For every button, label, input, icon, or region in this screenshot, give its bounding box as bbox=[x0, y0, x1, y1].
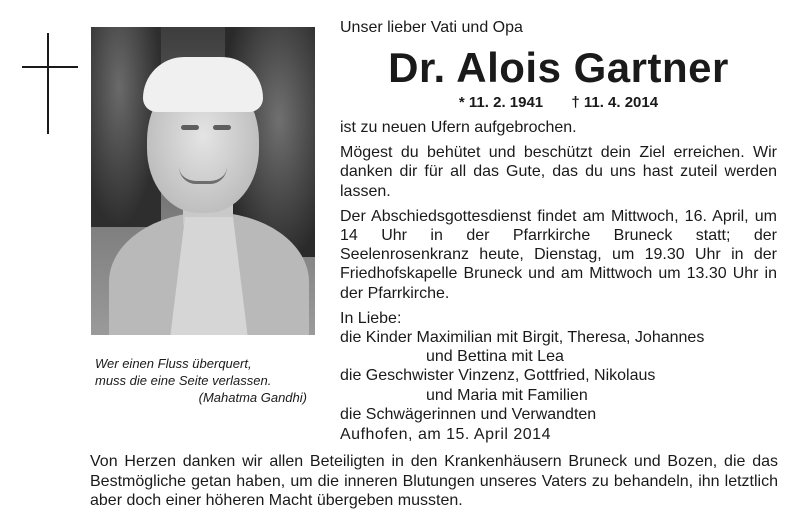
cross-icon-horizontal bbox=[22, 66, 78, 68]
portrait-photo bbox=[91, 27, 315, 335]
announcement-paragraph: ist zu neuen Ufern aufgebrochen. bbox=[340, 119, 577, 136]
service-details: Der Abschiedsgottesdienst findet am Mittwoch, 16. April, um 14 Uhr in der Pfarrkirche Bruneck statt; der Seelenrosenkranz heute, Dienstag, um 19.30 Uhr in der Friedhofskapelle Bruneck und am Mittwoch um 13.30 Uhr in der Pfarrkirche. bbox=[340, 207, 777, 302]
family-heading: In Liebe: bbox=[340, 309, 402, 327]
quote-block bbox=[95, 355, 315, 406]
quote-line: muss die eine Seite verlassen. bbox=[95, 373, 272, 388]
thanks-paragraph: Von Herzen danken wir allen Beteiligten in den Krankenhäusern Bruneck und Bozen, die das Bestmögliche getan haben, um die inneren Blutungen unseres Vaters zu behandeln, ihn letztlich aber doch einer höheren Macht übergeben mussten. bbox=[90, 453, 778, 509]
family-list bbox=[340, 309, 777, 424]
life-dates bbox=[340, 94, 777, 111]
quote-author: (Mahatma Gandhi) bbox=[198, 390, 307, 405]
family-line: die Kinder Maximilian mit Birgit, Theresa, Johannes bbox=[340, 329, 705, 347]
announcement-paragraph: Mögest du behütet und beschützt dein Ziel erreichen. Wir danken dir für all das Gute, das du uns hast zuteil werden lassen. bbox=[340, 144, 777, 200]
quote-line: Wer einen Fluss überquert, bbox=[95, 356, 252, 371]
intro-text: Unser lieber Vati und Opa bbox=[340, 19, 523, 36]
death-date: † 11. 4. 2014 bbox=[571, 94, 659, 111]
family-line: die Schwägerinnen und Verwandten bbox=[340, 405, 597, 423]
family-line: und Bettina mit Lea bbox=[426, 348, 564, 366]
place-date: Aufhofen, am 15. April 2014 bbox=[340, 426, 551, 443]
birth-date: * 11. 2. 1941 bbox=[458, 94, 544, 111]
announcement-body bbox=[340, 118, 777, 424]
family-line: und Maria mit Familien bbox=[426, 386, 588, 404]
cross-icon-vertical bbox=[47, 33, 49, 134]
deceased-name: Dr. Alois Gartner bbox=[388, 44, 729, 91]
family-line: die Geschwister Vinzenz, Gottfried, Nikolaus bbox=[340, 367, 656, 385]
